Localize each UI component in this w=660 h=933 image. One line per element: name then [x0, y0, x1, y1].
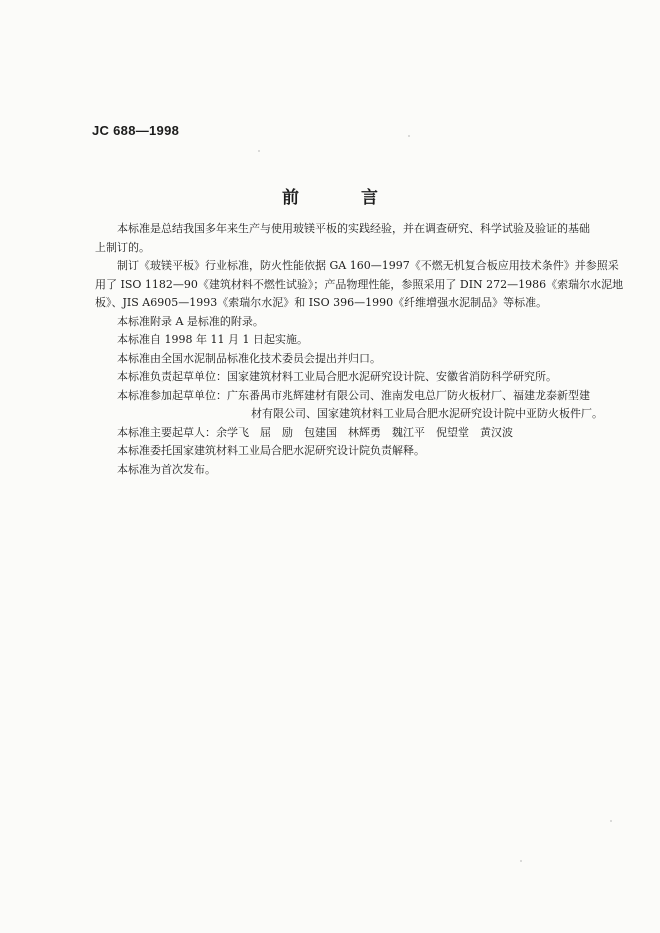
paragraph-line: 本标准是总结我国多年来生产与使用玻镁平板的实践经验，并在调查研究、科学试验及验证的基础 — [117, 222, 590, 235]
paragraph-line: 本标准参加起草单位：广东番禺市兆辉建材有限公司、淮南发电总厂防火板材厂、福建龙泰新型建 — [117, 388, 590, 402]
page-title: 前 言 — [282, 188, 406, 208]
paragraph-references — [95, 257, 624, 313]
paragraph-line: 上制订的。 — [95, 240, 150, 254]
paragraph-proposer: 本标准由全国水泥制品标准化技术委员会提出并归口。 — [117, 351, 381, 365]
paragraph-participating-drafters — [95, 387, 603, 424]
paragraph-lead-drafter: 本标准负责起草单位：国家建筑材料工业局合肥水泥研究设计院、安徽省消防科学研究所。 — [117, 370, 557, 383]
paragraph-line: 制订《玻镁平板》行业标准，防火性能依据 GA 160—1997《不燃无机复合板应用技术条件》并参照采 — [117, 259, 619, 272]
paragraph-appendix: 本标准附录 A 是标准的附录。 — [117, 314, 264, 328]
paragraph-effective-date: 本标准自 1998 年 11 月 1 日起实施。 — [117, 333, 308, 346]
paragraph-interpretation: 本标准委托国家建筑材料工业局合肥水泥研究设计院负责解释。 — [117, 444, 425, 457]
paragraph-main-drafters: 本标准主要起草人：余学飞 屈 励 包建国 林辉勇 魏江平 倪望堂 黄汉波 — [117, 425, 513, 439]
paragraph-basis — [95, 220, 590, 257]
paragraph-first-release: 本标准为首次发布。 — [117, 462, 216, 476]
paragraph-line: 板》、JIS A6905—1993《索瑞尔水泥》和 ISO 396—1990《纤维增强水泥制品》等标准。 — [95, 296, 548, 309]
foreword-body — [95, 220, 624, 479]
paragraph-line: 材有限公司、国家建筑材料工业局合肥水泥研究设计院中亚防火板件厂。 — [251, 407, 603, 420]
standard-code: JC 688—1998 — [92, 123, 180, 138]
paragraph-line: 用了 ISO 1182—90《建筑材料不燃性试验》；产品物理性能，参照采用了 DIN 272—1986《索瑞尔水泥地 — [95, 277, 624, 291]
